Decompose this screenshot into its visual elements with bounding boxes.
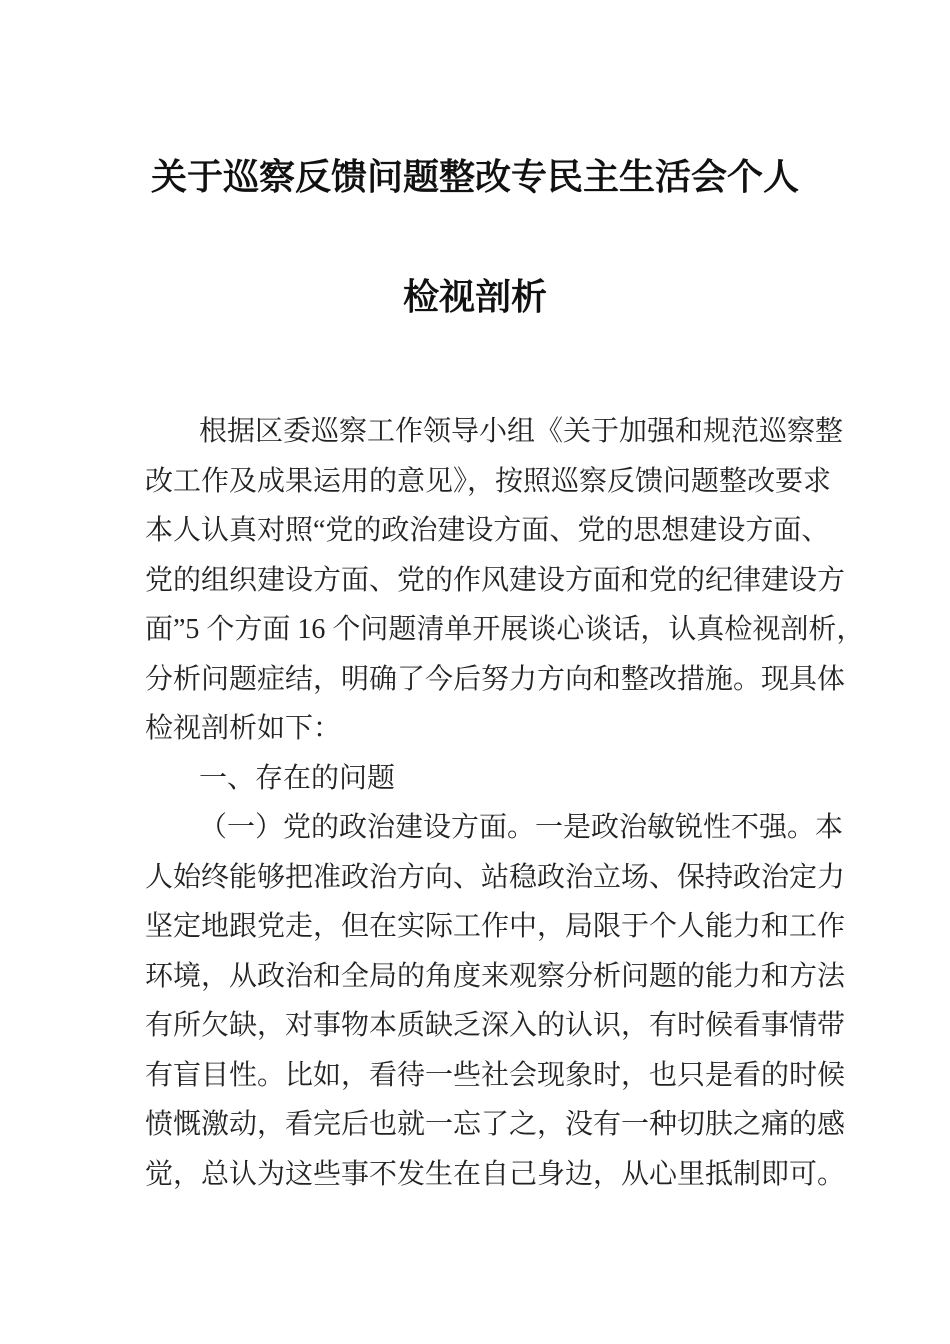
- document-title-line-2: 检视剖析: [402, 277, 547, 317]
- text-line: 本人认真对照“党的政治建设方面、党的思想建设方面、: [145, 515, 830, 546]
- text-line: 分析问题症结，明确了今后努力方向和整改措施。现具体: [145, 663, 846, 695]
- text-line: 有所欠缺，对事物本质缺乏深入的认识，有时候看事情带: [145, 1010, 846, 1041]
- text-line: 人始终能够把准政治方向、站稳政治立场、保持政治定力: [145, 861, 846, 893]
- text-line: 有盲目性。比如，看待一些社会现象时，也只是看的时候: [145, 1059, 846, 1091]
- document-title: [0, 117, 950, 357]
- heading-existing-problems: [145, 754, 805, 804]
- text-line: （一）党的政治建设方面。一是政治敏锐性不强。本: [199, 812, 844, 843]
- text-line: 坚定地跟党走，但在实际工作中，局限于个人能力和工作: [145, 911, 846, 942]
- text-line: 根据区委巡察工作领导小组《关于加强和规范巡察整: [199, 416, 844, 447]
- text-line: 愤慨激动，看完后也就一忘了之，没有一种切肤之痛的感: [145, 1109, 846, 1140]
- document-body: [145, 407, 865, 1199]
- document-title-line-1: 关于巡察反馈问题整改专民主生活会个人: [150, 157, 799, 197]
- text-line: 觉，总认为这些事不发生在自己身边，从心里抵制即可。: [145, 1158, 846, 1190]
- text-line: 一、存在的问题: [199, 762, 396, 794]
- text-line: 环境，从政治和全局的角度来观察分析问题的能力和方法: [145, 960, 846, 992]
- text-line: 检视剖析如下：: [145, 713, 342, 744]
- text-line: 面”5 个方面 16 个问题清单开展谈心谈话，认真检视剖析，: [145, 614, 865, 645]
- text-line: 党的组织建设方面、党的作风建设方面和党的纪律建设方: [145, 564, 846, 596]
- text-line: 改工作及成果运用的意见》，按照巡察反馈问题整改要求: [145, 465, 832, 497]
- paragraph-intro: [145, 407, 865, 754]
- paragraph-party-political-construction: [145, 803, 846, 1199]
